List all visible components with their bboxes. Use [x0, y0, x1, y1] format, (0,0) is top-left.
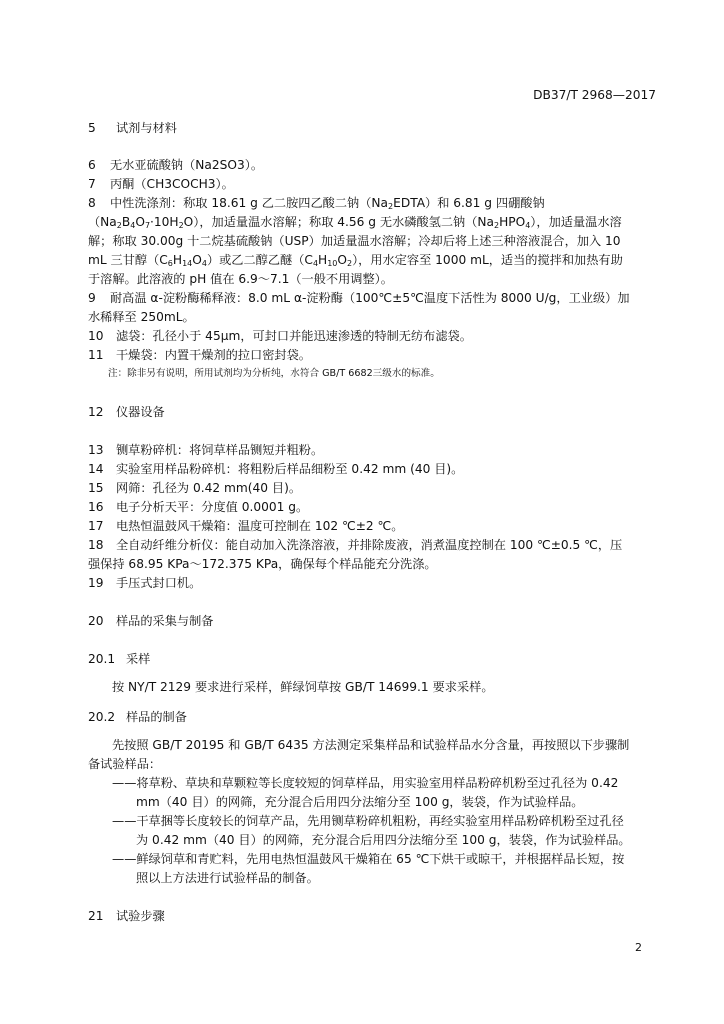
item-text: 电子分析天平：分度值 0.0001 g。: [116, 500, 309, 514]
item-text: 无水亚硫酸钠（Na2SO3）。: [110, 158, 264, 172]
item-number: 10: [88, 329, 104, 343]
subscript: 2: [178, 221, 184, 230]
item-number: 8: [88, 196, 96, 210]
subscript: 4: [201, 259, 207, 268]
item-continuation: 解；称取 30.00g 十二烷基硫酸钠（USP）加适量温水溶解；冷却后将上述三种溶液混合，加入 10: [88, 234, 621, 248]
item-text: 丙酮（CH3COCH3）。: [110, 177, 234, 191]
section-title: 样品的采集与制备: [116, 614, 214, 628]
section-title: 试剂与材料: [116, 121, 177, 135]
section-number: 5: [88, 121, 96, 135]
item-continuation: 强保持 68.95 KPa～172.375 KPa，确保每个样品能充分洗涤。: [88, 557, 437, 571]
item-text: HPO: [499, 215, 526, 229]
section-title: 试验步骤: [116, 909, 165, 923]
list-item: [88, 348, 311, 362]
subscript: 4: [312, 259, 319, 268]
item-text: （Na: [88, 215, 117, 229]
dash-list-continuation: 照以上方法进行试验样品的制备。: [136, 871, 319, 885]
item-number: 17: [88, 519, 104, 533]
item-text: O），加适量温水溶解；称取 4.56 g 无水磷酸氢二钠（Na: [183, 215, 494, 229]
paragraph: 先按照 GB/T 20195 和 GB/T 6435 方法测定采集样品和试验样品水分含量，再按照以下步骤制: [112, 738, 630, 752]
section-title: 仪器设备: [116, 405, 165, 419]
item-continuation: [88, 215, 622, 229]
item-text: H: [172, 253, 183, 267]
dash-list-item: ——将草粉、草块和草颗粒等长度较短的饲草样品，用实验室用样品粉碎机粉至过孔径为 0.42: [112, 776, 619, 790]
list-item: [88, 500, 308, 514]
item-text: ），用水定容至 1000 mL，适当的搅拌和加热有助: [352, 253, 623, 267]
list-item: [88, 538, 622, 552]
item-text: B: [121, 215, 131, 229]
item-text: H: [318, 253, 328, 267]
item-text: ），加适量温水溶: [530, 215, 622, 229]
section-heading: [88, 121, 177, 135]
section-number: 21: [88, 909, 104, 923]
subscript: 2: [347, 259, 353, 268]
item-text: 手压式封口机。: [116, 576, 202, 590]
list-item: [88, 576, 201, 590]
dash-list-item: ——干草捆等长度较长的饲草产品，先用铡草粉碎机粗粉，再经实验室用样品粉碎机粉至过孔径: [112, 814, 624, 828]
subsection-heading: [88, 710, 187, 724]
item-number: 16: [88, 500, 104, 514]
list-item: [88, 481, 301, 495]
list-item: [88, 462, 463, 476]
item-continuation: 于溶解。此溶液的 pH 值在 6.9～7.1（一般不用调整）。: [88, 272, 393, 286]
subscript: 6: [167, 259, 173, 268]
list-item: [88, 158, 263, 172]
section-number: 20.1: [88, 652, 116, 666]
item-text: 铡草粉碎机：将饲草样品铡短并粗粉。: [116, 443, 324, 457]
list-item: [88, 329, 472, 343]
section-number: 12: [88, 405, 104, 419]
item-number: 15: [88, 481, 104, 495]
item-text: ·10H: [150, 215, 179, 229]
paragraph: 备试验样品：: [88, 757, 162, 771]
list-item: [88, 519, 403, 533]
item-text: 网筛：孔径为 0.42 mm(40 目)。: [116, 481, 302, 495]
section-heading: [88, 614, 214, 628]
list-item: [88, 196, 545, 210]
item-text: 全自动纤维分析仪：能自动加入洗涤溶液，并排除废液，消煮温度控制在 100 ℃±0.5 ℃，压: [116, 538, 623, 552]
item-text: O: [135, 215, 145, 229]
dash-list-continuation: 为 0.42 mm（40 目）的网筛，充分混合后用四分法缩分至 100 g，装袋，作为试验样品。: [136, 833, 631, 847]
item-text: O: [192, 253, 202, 267]
item-number: 7: [88, 177, 96, 191]
list-item: [88, 177, 234, 191]
item-text: 实验室用样品粉碎机：将粗粉后样品细粉至 0.42 mm (40 目)。: [116, 462, 464, 476]
paragraph: 按 NY/T 2129 要求进行采样，鲜绿饲草按 GB/T 14699.1 要求采样。: [112, 680, 494, 694]
item-continuation: [88, 253, 623, 267]
section-number: 20.2: [88, 710, 116, 724]
item-text: EDTA）和 6.81 g 四硼酸钠: [393, 196, 545, 210]
item-continuation: 水稀释至 250mL。: [88, 310, 195, 324]
list-item: [88, 443, 323, 457]
section-title: 采样: [126, 652, 151, 666]
item-number: 14: [88, 462, 104, 476]
item-text: 耐高温 α-淀粉酶稀释液：8.0 mL α-淀粉酶（100℃±5℃温度下活性为 8000 U/g，工业级）加: [110, 291, 630, 305]
subscript: 2: [494, 221, 500, 230]
item-number: 18: [88, 538, 104, 552]
dash-list-item: ——鲜绿饲草和青贮料，先用电热恒温鼓风干燥箱在 65 ℃下烘干或晾干，并根据样品长短，按: [112, 852, 625, 866]
subscript: 10: [327, 259, 338, 268]
section-heading: [88, 909, 165, 923]
page-number: 2: [635, 941, 642, 954]
section-title: 样品的制备: [126, 710, 187, 724]
item-text: 干燥袋：内置干燥剂的拉口密封袋。: [116, 348, 311, 362]
item-text: 滤袋：孔径小于 45μm，可封口并能迅速渗透的特制无纺布滤袋。: [116, 329, 472, 343]
subscript: 4: [130, 221, 136, 230]
item-number: 11: [88, 348, 104, 362]
subscript: 2: [116, 221, 122, 230]
subscript: 2: [388, 202, 394, 211]
subscript: 14: [182, 259, 193, 268]
item-number: 9: [88, 291, 96, 305]
item-text: 电热恒温鼓风干燥箱：温度可控制在 102 ℃±2 ℃。: [116, 519, 404, 533]
item-text: ）或乙二醇乙醚（C: [206, 253, 313, 267]
subsection-heading: [88, 652, 150, 666]
item-number: 6: [88, 158, 96, 172]
subscript: 7: [144, 221, 151, 230]
item-number: 13: [88, 443, 104, 457]
standard-code: DB37/T 2968—2017: [533, 88, 656, 102]
section-number: 20: [88, 614, 104, 628]
item-text: O: [337, 253, 347, 267]
list-item: [88, 291, 630, 305]
subscript: 4: [525, 221, 531, 230]
note: 注：除非另有说明，所用试剂均为分析纯，水符合 GB/T 6682三级水的标准。: [108, 368, 440, 379]
item-text: 中性洗涤剂：称取 18.61 g 乙二胺四乙酸二钠（Na: [110, 196, 389, 210]
section-heading: [88, 405, 165, 419]
dash-list-continuation: mm（40 目）的网筛，充分混合后用四分法缩分至 100 g，装袋，作为试验样品。: [136, 795, 584, 809]
item-text: mL 三甘醇（C: [88, 253, 168, 267]
item-number: 19: [88, 576, 104, 590]
